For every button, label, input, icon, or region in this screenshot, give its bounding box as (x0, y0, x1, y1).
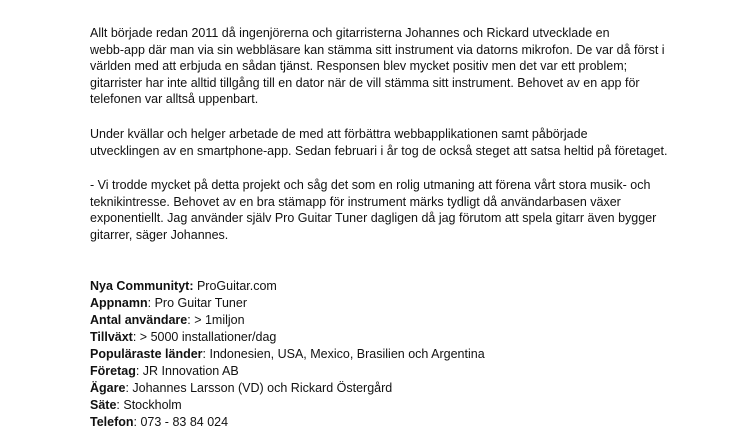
paragraph-line: gitarrister har inte alltid tillgång till en dator när de vill stämma sitt instrument. Behovet av en app för (90, 75, 640, 90)
fact-value: : Pro Guitar Tuner (147, 296, 247, 310)
paragraph-line: webb-app där man via sin webbläsare kan stämma sitt instrument via datorns mikrofon. De var då först i (90, 42, 665, 57)
paragraph-development (90, 126, 670, 159)
fact-key: Antal användare (90, 313, 188, 327)
fact-countries (90, 346, 485, 363)
paragraph-line: teknikintresse. Behovet av en bra stämapp för instrument märks tydligt då användarbasen växer (90, 194, 621, 209)
fact-value: : Indonesien, USA, Mexico, Brasilien och Argentina (202, 347, 485, 361)
fact-growth (90, 329, 485, 346)
paragraph-line: Allt började redan 2011 då ingenjörerna och gitarristerna Johannes och Rickard utvecklade en (90, 26, 610, 40)
fact-key: Nya Communityt: (90, 279, 194, 293)
fact-value: : Johannes Larsson (VD) och Rickard Östergård (125, 381, 393, 395)
paragraph-history (90, 25, 670, 108)
fact-key: Säte (90, 398, 117, 412)
paragraph-line: världen med att erbjuda en sådan tjänst. Responsen blev mycket positiv men det var ett problem; (90, 59, 628, 73)
fact-value: : 073 - 83 84 024 (133, 415, 229, 429)
fact-seat (90, 397, 485, 414)
fact-app-name (90, 295, 485, 312)
paragraph-line: utvecklingen av en smartphone-app. Sedan februari i år tog de också steget att satsa heltid på företaget. (90, 143, 668, 158)
fact-key: Ägare (90, 381, 126, 395)
fact-company (90, 363, 485, 380)
fact-phone (90, 414, 485, 431)
fact-key: Telefon (90, 415, 134, 429)
paragraph-quote (90, 177, 670, 243)
fact-key: Populäraste länder (90, 347, 203, 361)
paragraph-line: exponentiellt. Jag använder själv Pro Guitar Tuner dagligen då jag förutom att spela gitarr även bygger (90, 211, 657, 225)
fact-value: : > 5000 installationer/dag (132, 330, 277, 344)
fact-key: Företag (90, 364, 136, 378)
fact-users (90, 312, 485, 329)
fact-value: : > 1miljon (187, 313, 245, 327)
paragraph-line: Under kvällar och helger arbetade de med att förbättra webbapplikationen samt påbörjade (90, 127, 588, 141)
fact-value: : Stockholm (116, 398, 182, 412)
fact-list (90, 278, 485, 431)
fact-community (90, 278, 485, 295)
fact-owners (90, 380, 485, 397)
fact-key: Tillväxt (90, 330, 133, 344)
paragraph-line: gitarrer, säger Johannes. (90, 227, 229, 242)
fact-value: : JR Innovation AB (135, 364, 239, 378)
fact-value: ProGuitar.com (193, 279, 277, 293)
fact-key: Appnamn (90, 296, 148, 310)
paragraph-line: - Vi trodde mycket på detta projekt och såg det som en rolig utmaning att förena vårt stora musik- och (90, 178, 651, 192)
paragraph-line: telefonen var alltså uppenbart. (90, 92, 259, 106)
